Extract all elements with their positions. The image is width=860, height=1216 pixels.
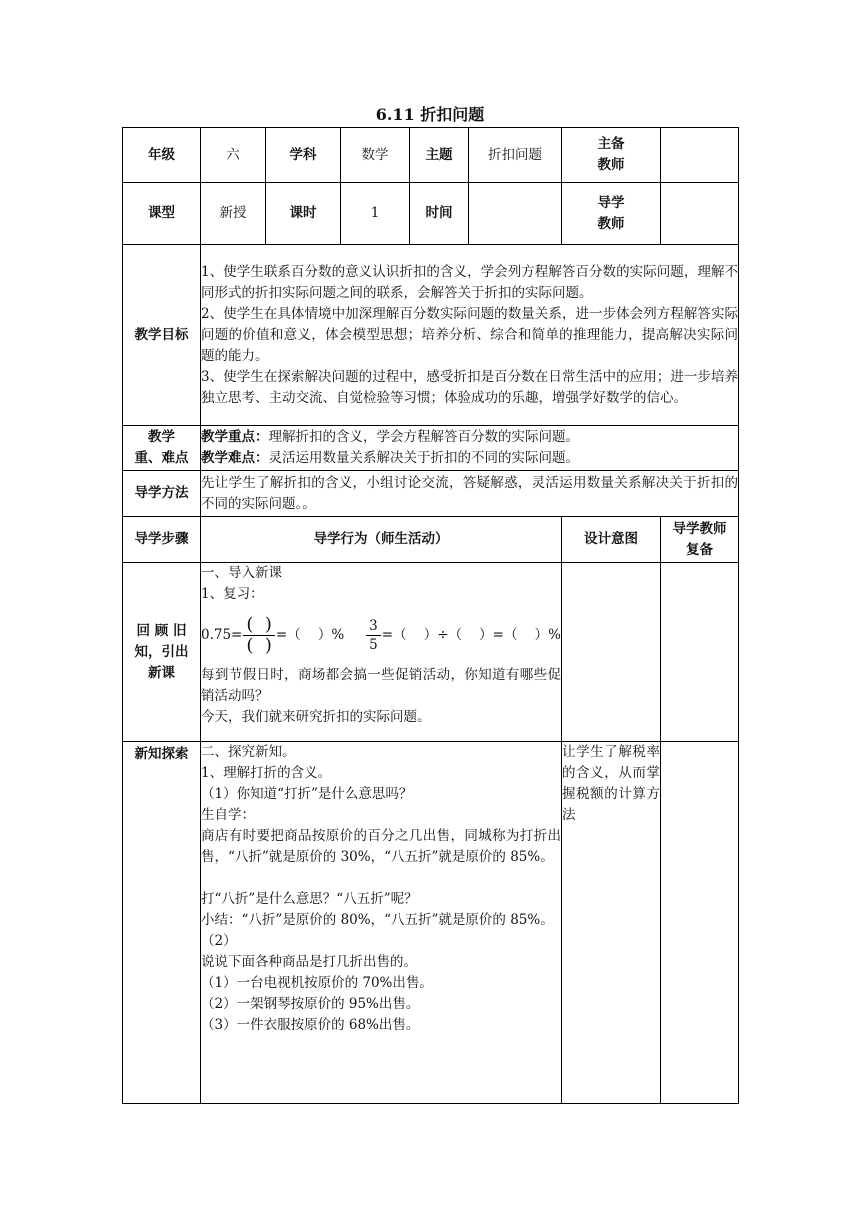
explore-teacher-notes (661, 742, 739, 1104)
lesson-type-label: 课型 (123, 183, 201, 245)
subject-label: 学科 (266, 128, 341, 183)
time-label: 时间 (410, 183, 469, 245)
intent-col-label: 设计意图 (562, 517, 661, 563)
guide-teacher-label-1: 导学 (597, 194, 625, 211)
period-label: 课时 (266, 183, 341, 245)
key-points-label-1: 教学 (148, 429, 175, 445)
steps-col-label: 导学步骤 (123, 517, 201, 563)
guide-teacher-label (562, 183, 661, 245)
key-points-label-2: 重、难点 (134, 450, 189, 466)
review-math (201, 605, 561, 665)
focus-label: 教学重点： (201, 429, 269, 445)
blank-line (201, 868, 561, 889)
explore-line: 打“八折”是什么意思？“八五折”呢？ (201, 891, 418, 907)
explore-line: 二、探究新知。 (201, 744, 296, 760)
header-row-2 (123, 183, 739, 245)
math-b-den: 5 (369, 636, 378, 653)
explore-line: 说说下面各种商品是打几折出售的。 (201, 954, 417, 970)
goal-item: 2、使学生在具体情境中加深理解百分数实际问题的数量关系，进一步体会列方程解答实际问题的价值和意义，体会模型思想；培养分析、综合和简单的推理能力，提高解决实际问题的能力。 (201, 305, 738, 364)
review-teacher-col-label-1: 导学教师 (672, 520, 727, 537)
focus-text: 理解折扣的含义，学会方程解答百分数的实际问题。 (268, 429, 579, 445)
review-teacher-col-label-2: 复备 (686, 541, 713, 558)
math-a-prefix: 0.75= (201, 626, 243, 643)
grade-label: 年级 (123, 128, 201, 183)
review-intent (562, 563, 661, 742)
header-row-1 (123, 128, 739, 183)
math-a-den: ( ) (246, 634, 272, 656)
explore-intent: 让学生了解税率的含义，从而掌握税额的计算方法 (562, 742, 661, 1104)
explore-line: （2） (201, 933, 237, 949)
key-points-content (201, 426, 739, 471)
explore-row (123, 742, 739, 1104)
math-b-fraction (366, 617, 381, 654)
review-sub: 1、复习： (201, 586, 264, 602)
steps-header-row (123, 517, 739, 563)
explore-line: （3）一件衣服按原价的 68%出售。 (201, 1017, 420, 1033)
method-label: 导学方法 (123, 471, 201, 517)
review-content (201, 563, 562, 742)
difficulty-label: 教学难点： (201, 450, 269, 466)
math-b-suffix: =（ ）÷（ ）=（ ）% (381, 626, 561, 643)
method-text: 先让学生了解折扣的含义，小组讨论交流，答疑解惑，灵活运用数量关系解决关于折扣的不同的实际问题。。 (201, 471, 739, 517)
lesson-type-value: 新授 (201, 183, 266, 245)
topic-value: 折扣问题 (469, 128, 562, 183)
review-teacher-notes (661, 563, 739, 742)
goals-label: 教学目标 (123, 245, 201, 426)
review-label (123, 563, 201, 742)
activities-col-label: 导学行为（师生活动） (201, 517, 562, 563)
explore-line: （1）你知道“打折”是什么意思吗？ (201, 786, 413, 802)
goal-item: 3、使学生在探索解决问题的过程中，感受折扣是百分数在日常生活中的应用；进一步培养独立思考、主动交流、自觉检验等习惯；体验成功的乐趣，增强学好数学的信心。 (201, 368, 738, 406)
guide-teacher-label-2: 教师 (597, 215, 625, 232)
key-points-row (123, 426, 739, 471)
lead-teacher-label-1: 主备 (597, 136, 625, 152)
review-para-2: 今天，我们就来研究折扣的实际问题。 (201, 709, 431, 725)
topic-label: 主题 (410, 128, 469, 183)
lead-teacher-label (562, 128, 661, 183)
time-value (469, 183, 562, 245)
math-b-num: 3 (366, 617, 381, 636)
goals-content (201, 245, 739, 426)
goal-item: 1、使学生联系百分数的意义认识折扣的含义，学会列方程解答百分数的实际问题，理解不同形式的折扣实际问题之间的联系，会解答关于折扣的实际问题。 (201, 263, 738, 301)
key-points-label (123, 426, 201, 471)
explore-label: 新知探索 (123, 742, 201, 1104)
period-value: 1 (341, 183, 410, 245)
math-a-suffix: =（ ）% (275, 626, 345, 643)
math-a-fraction (243, 615, 275, 656)
review-row (123, 563, 739, 742)
explore-line: （1）一台电视机按原价的 70%出售。 (201, 975, 433, 991)
page-title: 6.11 折扣问题 (375, 105, 485, 124)
review-para-1: 每到节假日时，商场都会搞一些促销活动，你知道有哪些促销活动吗？ (201, 667, 561, 704)
review-label-3: 新课 (148, 664, 175, 681)
review-label-2: 知，引出 (134, 643, 189, 660)
review-heading: 一、导入新课 (201, 565, 282, 581)
explore-line: 商店有时要把商品按原价的百分之几出售，同城称为打折出售，“八折”就是原价的 30%，“八五折”就是原价的 85%。 (201, 828, 561, 865)
review-label-1: 回 顾 旧 (136, 622, 187, 639)
lesson-plan-table (122, 127, 739, 1104)
explore-line: 小结：“八折”是原价的 80%，“八五折”就是原价的 85%。 (201, 912, 554, 928)
guide-teacher-value (661, 183, 739, 245)
explore-line: （2）一架钢琴按原价的 95%出售。 (201, 996, 420, 1012)
lead-teacher-value (661, 128, 739, 183)
explore-line: 1、理解打折的含义。 (201, 765, 332, 781)
goals-row (123, 245, 739, 426)
grade-value: 六 (201, 128, 266, 183)
method-row (123, 471, 739, 517)
review-teacher-col-label (661, 517, 739, 563)
explore-content (201, 742, 562, 1104)
subject-value: 数学 (341, 128, 410, 183)
lead-teacher-label-2: 教师 (597, 157, 625, 173)
explore-line: 生自学： (201, 807, 255, 823)
math-a-num: ( ) (243, 615, 275, 636)
difficulty-text: 灵活运用数量关系解决关于折扣的不同的实际问题。 (268, 450, 579, 466)
